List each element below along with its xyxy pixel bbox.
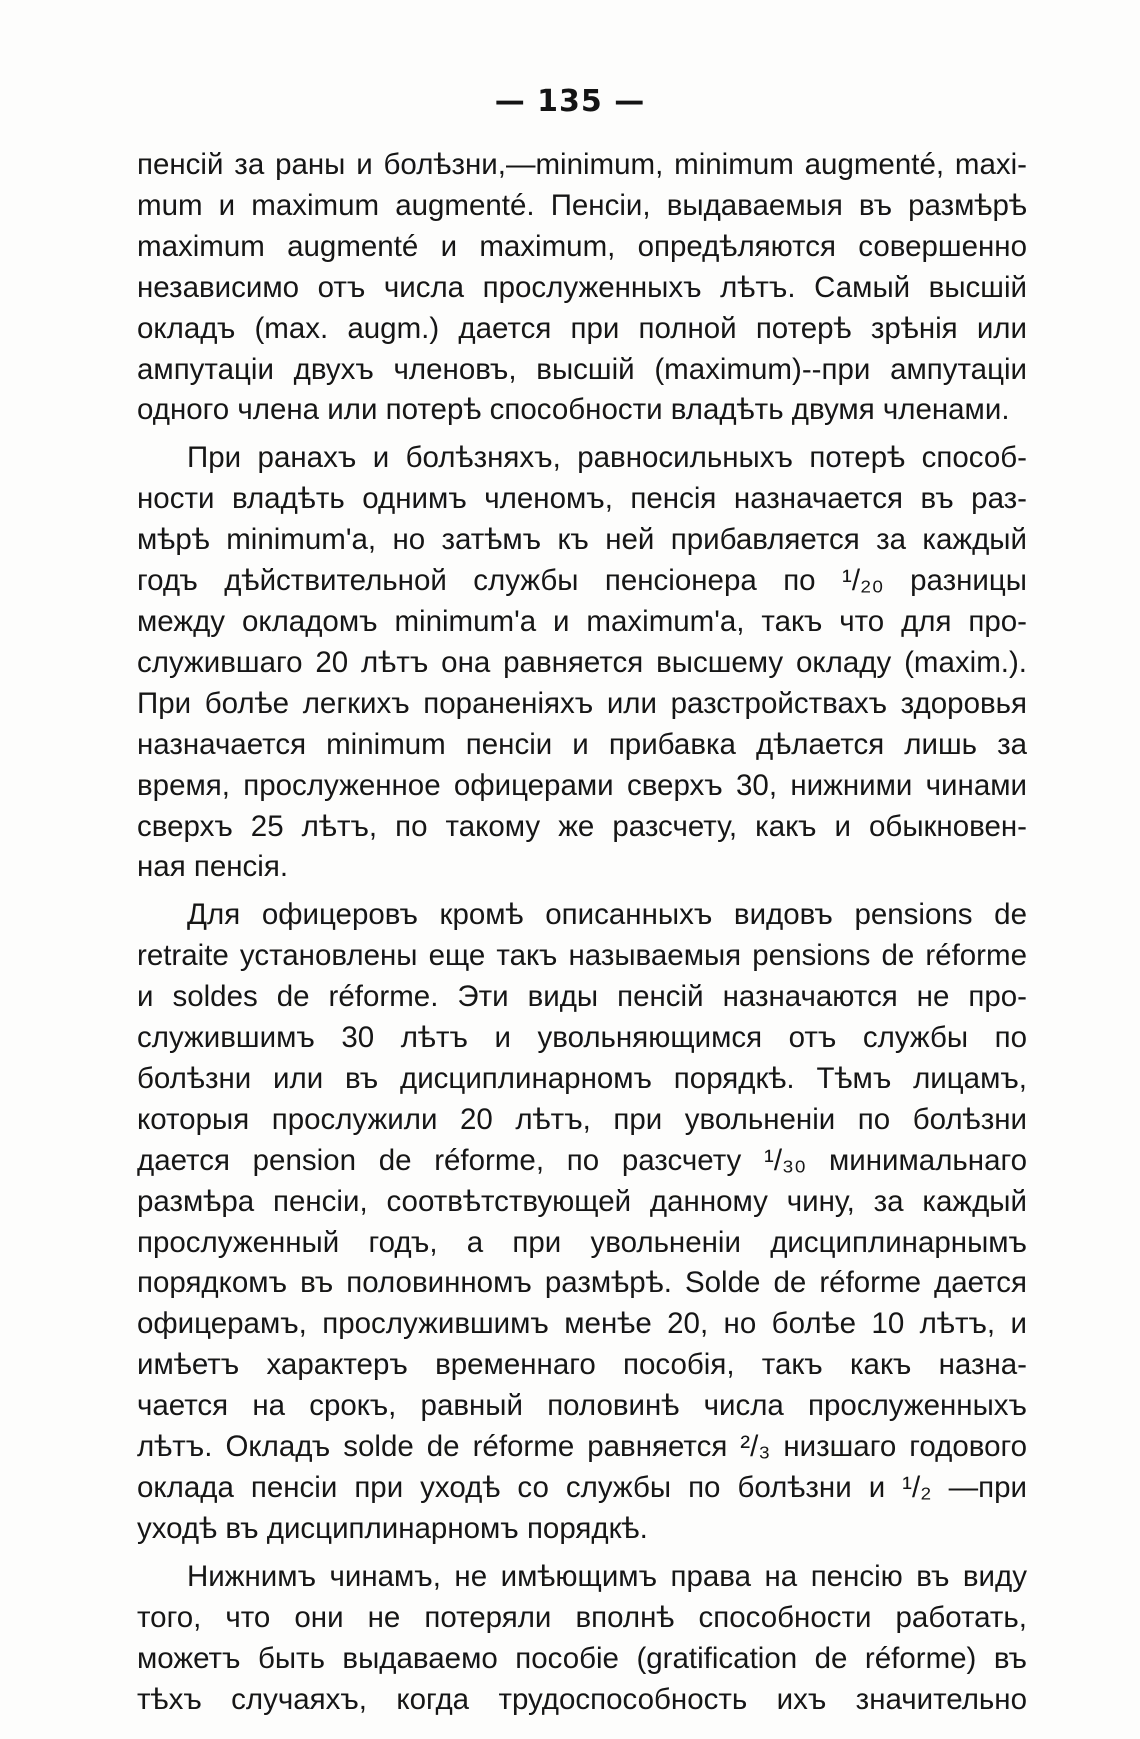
text-line: чается на срокъ, равный половинѣ числа прослуженныхъ: [137, 1389, 1027, 1423]
text-line: служившимъ 30 лѣтъ и увольняющимся отъ службы по: [137, 1021, 1027, 1055]
text-line: пенсій за раны и болѣзни,—minimum, minimum augmenté, maxi-: [137, 148, 1027, 181]
text-line: время, прослуженное офицерами сверхъ 30, нижними чинами: [137, 768, 1027, 802]
text-line: можетъ быть выдаваемо пособіе (gratification de réforme) въ: [137, 1641, 1027, 1675]
text-line: Нижнимъ чинамъ, не имѣющимъ права на пенсію въ виду: [187, 1559, 1027, 1593]
text-line: оклада пенсіи при уходѣ со службы по болѣзни и ¹/₂ —при: [137, 1471, 1027, 1504]
text-line: тѣхъ случаяхъ, когда трудоспособность ихъ значительно: [137, 1682, 1027, 1716]
text-line: имѣетъ характеръ временнаго пособія, такъ какъ назна-: [137, 1348, 1027, 1382]
text-line: размѣра пенсіи, соотвѣтствующей данному чину, за каждый: [137, 1184, 1027, 1218]
text-line: которыя прослужили 20 лѣтъ, при увольненіи по болѣзни: [137, 1102, 1027, 1136]
text-line: maximum augmenté и maximum, опредѣляются совершенно: [137, 229, 1027, 263]
paragraph-2: [137, 438, 1027, 888]
text-line: Для офицеровъ кромѣ описанныхъ видовъ pensions de: [187, 898, 1027, 932]
text-line: мѣрѣ minimum'а, но затѣмъ къ ней прибавляется за каждый: [137, 523, 1027, 557]
text-line: лѣтъ. Окладъ solde de réforme равняется ²/₃ низшаго годового: [137, 1430, 1027, 1464]
page-number: — 135 —: [494, 84, 646, 119]
text-line: При ранахъ и болѣзняхъ, равносильныхъ потерѣ способ-: [187, 441, 1027, 475]
paragraph-1: [137, 145, 1027, 431]
text-line: При болѣе легкихъ пораненіяхъ или разстройствахъ здоровья: [137, 686, 1027, 720]
text-line: годъ дѣйствительной службы пенсіонера по ¹/₂₀ разницы: [137, 564, 1027, 598]
text-line: одного члена или потерѣ способности владѣть двумя членами.: [137, 393, 1010, 427]
text-line: болѣзни или въ дисциплинарномъ порядкѣ. Тѣмъ лицамъ,: [137, 1061, 1027, 1095]
text-line: между окладомъ minimum'а и maximum'а, такъ что для про-: [137, 604, 1027, 638]
body-text: [137, 145, 1027, 1720]
text-line: сверхъ 25 лѣтъ, по такому же разсчету, какъ и обыкновен-: [137, 809, 1027, 843]
text-line: и soldes de réforme. Эти виды пенсій назначаются не про-: [137, 980, 1027, 1014]
text-line: окладъ (max. augm.) дается при полной потерѣ зрѣнія или: [137, 311, 1027, 345]
text-line: уходѣ въ дисциплинарномъ порядкѣ.: [137, 1511, 648, 1545]
text-line: порядкомъ въ половинномъ размѣрѣ. Solde de réforme дается: [137, 1266, 1027, 1300]
text-line: того, что они не потеряли вполнѣ способности работать,: [137, 1600, 1027, 1634]
text-line: ная пенсія.: [137, 850, 289, 884]
text-line: дается pension de réforme, по разсчету ¹/₃₀ минимальнаго: [137, 1143, 1027, 1177]
text-line: офицерамъ, прослужившимъ менѣе 20, но болѣе 10 лѣтъ, и: [137, 1307, 1027, 1341]
text-line: служившаго 20 лѣтъ она равняется высшему окладу (maxim.).: [137, 645, 1027, 679]
text-line: независимо отъ числа прослуженныхъ лѣтъ. Самый высшій: [137, 270, 1027, 304]
paragraph-3: [137, 895, 1027, 1550]
text-line: ности владѣть однимъ членомъ, пенсія назначается въ раз-: [137, 482, 1027, 516]
text-line: mum и maximum augmenté. Пенсіи, выдаваемыя въ размѣрѣ: [137, 188, 1027, 222]
text-line: retraite установлены еще такъ называемыя pensions de réforme: [137, 939, 1027, 973]
text-line: ампутаціи двухъ членовъ, высшій (maximum)--при ампутаціи: [137, 352, 1027, 386]
text-line: прослуженный годъ, а при увольненіи дисциплинарнымъ: [137, 1225, 1027, 1259]
text-line: назначается minimum пенсіи и прибавка дѣлается лишь за: [137, 727, 1027, 761]
paragraph-4: [137, 1557, 1027, 1721]
